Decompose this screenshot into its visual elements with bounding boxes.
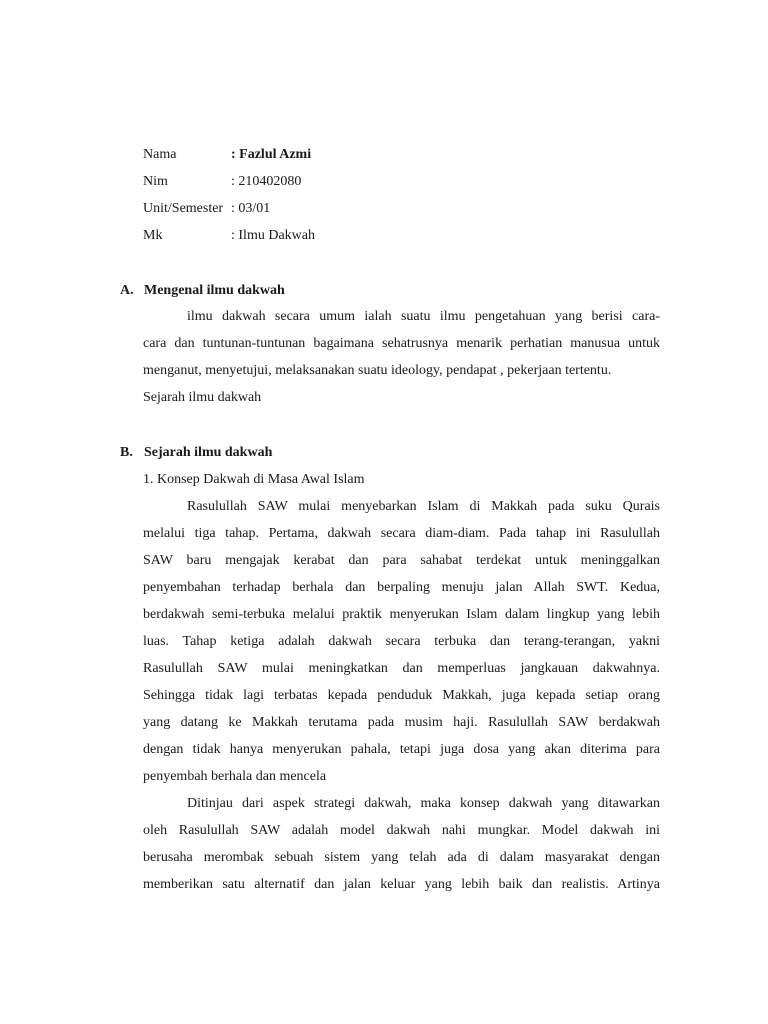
- section-a-heading: [120, 281, 285, 301]
- para1-line: Sehingga tidak lagi terbatas kepada penduduk Makkah, juga kepada setiap orang: [143, 688, 660, 703]
- para1-line: SAW baru mengajak kerabat dan para sahabat terdekat untuk meninggalkan: [143, 553, 660, 568]
- para1-line: melalui tiga tahap. Pertama, dakwah secara diam-diam. Pada tahap ini Rasulullah: [143, 526, 660, 541]
- section-b-letter: B.: [120, 445, 133, 460]
- identity-mk-row: [143, 226, 315, 246]
- unit-label: Unit/Semester: [143, 201, 224, 216]
- name-label: Nama: [143, 147, 177, 162]
- para1-line: Rasulullah SAW mulai menyebarkan Islam di Makkah pada suku Qurais: [187, 499, 660, 514]
- para1-line: luas. Tahap ketiga adalah dakwah secara terbuka dan terang-terangan, yakni: [143, 634, 660, 649]
- nim-label: Nim: [143, 174, 168, 189]
- para2-line: Ditinjau dari aspek strategi dakwah, maka konsep dakwah yang ditawarkan: [187, 796, 660, 811]
- para1-line: Rasulullah SAW mulai meningkatkan dan memperluas jangkauan dakwahnya.: [143, 661, 660, 676]
- section-b-title: Sejarah ilmu dakwah: [144, 445, 273, 460]
- identity-unit-row: [143, 199, 270, 219]
- section-b-heading: [120, 443, 272, 463]
- para2-line: oleh Rasulullah SAW adalah model dakwah nahi mungkar. Model dakwah ini: [143, 823, 660, 838]
- para1-line: penyembah berhala dan mencela: [143, 769, 327, 784]
- section-b-subheading: 1. Konsep Dakwah di Masa Awal Islam: [143, 472, 365, 487]
- section-a-letter: A.: [120, 283, 134, 298]
- section-a-line: ilmu dakwah secara umum ialah suatu ilmu pengetahuan yang berisi cara-: [187, 309, 660, 324]
- identity-name-row: [143, 145, 311, 165]
- section-a-line: Sejarah ilmu dakwah: [143, 390, 262, 405]
- para1-line: berdakwah semi-terbuka melalui praktik menyerukan Islam dalam lingkup yang lebih: [143, 607, 660, 622]
- para1-line: dengan tidak hanya menyerukan pahala, tetapi juga dosa yang akan diterima para: [143, 742, 660, 757]
- para2-line: memberikan satu alternatif dan jalan keluar yang lebih baik dan realistis. Artinya: [143, 877, 660, 892]
- nim-value: : 210402080: [231, 174, 302, 189]
- identity-nim-row: [143, 172, 301, 192]
- mk-label: Mk: [143, 228, 163, 243]
- name-value: : Fazlul Azmi: [231, 147, 312, 162]
- mk-value: : Ilmu Dakwah: [231, 228, 315, 243]
- unit-value: : 03/01: [231, 201, 271, 216]
- section-a-line: menganut, menyetujui, melaksanakan suatu ideology, pendapat , pekerjaan tertentu.: [143, 363, 612, 378]
- para1-line: penyembahan terhadap berhala dan berpaling menuju jalan Allah SWT. Kedua,: [143, 580, 660, 595]
- para2-line: berusaha merombak sebuah sistem yang telah ada di dalam masyarakat dengan: [143, 850, 660, 865]
- section-a-title: Mengenal ilmu dakwah: [144, 283, 285, 298]
- para1-line: yang datang ke Makkah terutama pada musim haji. Rasulullah SAW berdakwah: [143, 715, 660, 730]
- section-a-line: cara dan tuntunan-tuntunan bagaimana sehatrusnya menarik perhatian manusua untuk: [143, 336, 660, 351]
